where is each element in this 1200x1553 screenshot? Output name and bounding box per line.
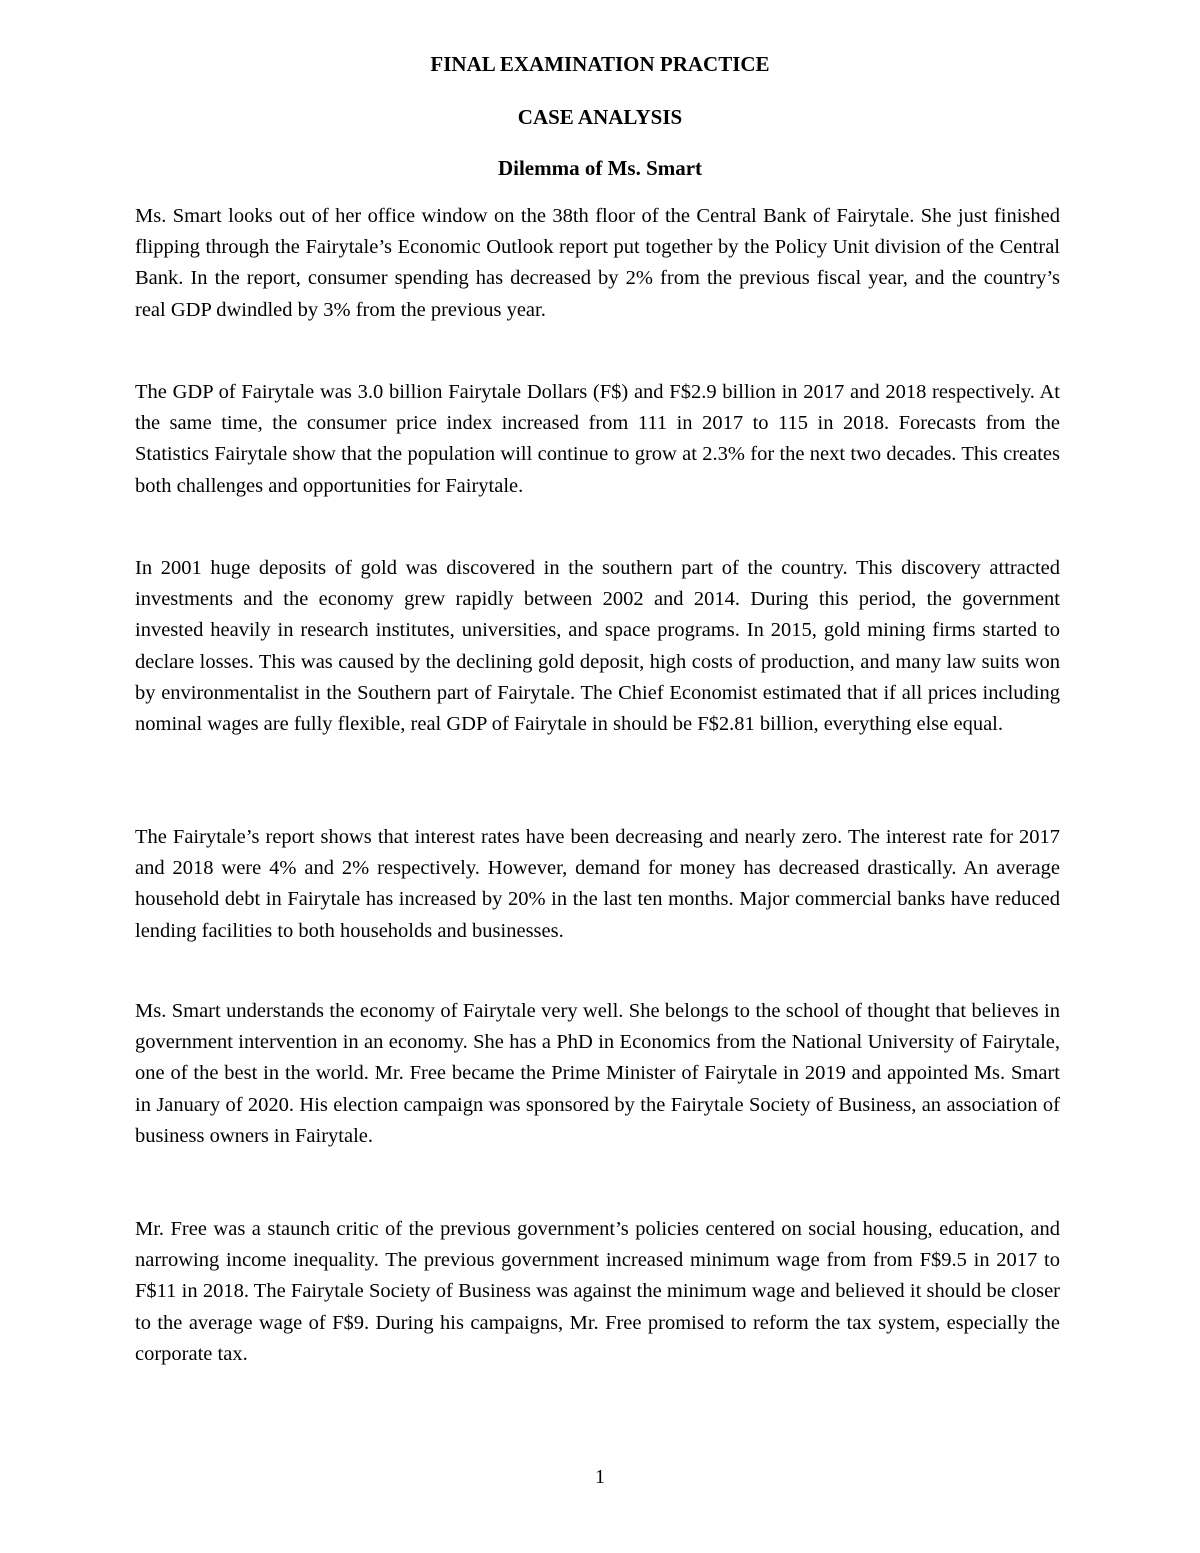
paragraph-intro: Ms. Smart looks out of her office window on the 38th floor of the Central Bank of Fairytale. She just finished flipping through the Fairytale’s Economic Outlook report put together by the Policy Unit division of the Central Bank. In the report, consumer spending has decreased by 2% from the previous fiscal year, and the country’s real GDP dwindled by 3% from the previous year. — [135, 205, 1060, 321]
paragraph-gdp: The GDP of Fairytale was 3.0 billion Fairytale Dollars (F$) and F$2.9 billion in 2017 and 2018 respectively. At the same time, the consumer price index increased from 111 in 2017 to 115 in 2018. Forecasts from the Statistics Fairytale show that the population will continue to grow at 2.3% for the next two decades. This creates both challenges and opportunities for Fairytale. — [135, 381, 1060, 497]
paragraph-mr-free: Mr. Free was a staunch critic of the previous government’s policies centered on social housing, education, and narrowing income inequality. The previous government increased minimum wage from from F$9.5 in 2017 to F$11 in 2018. The Fairytale Society of Business was against the minimum wage and believed it should be closer to the average wage of F$9. During his campaigns, Mr. Free promised to reform the tax system, especially the corporate tax. — [135, 1218, 1060, 1365]
paragraph-ms-smart: Ms. Smart understands the economy of Fairytale very well. She belongs to the school of thought that believes in government intervention in an economy. She has a PhD in Economics from the National University of Fairytale, one of the best in the world. Mr. Free became the Prime Minister of Fairytale in 2019 and appointed Ms. Smart in January of 2020. His election campaign was sponsored by the Fairytale Society of Business, an association of business owners in Fairytale. — [135, 1000, 1060, 1147]
case-title: Dilemma of Ms. Smart — [497, 156, 703, 180]
paragraph-interest-rates: The Fairytale’s report shows that interest rates have been decreasing and nearly zero. The interest rate for 2017 and 2018 were 4% and 2% respectively. However, demand for money has decreased drastically. An average household debt in Fairytale has increased by 20% in the last ten months. Major commercial banks have reduced lending facilities to both households and businesses. — [135, 826, 1060, 942]
document-title: FINAL EXAMINATION PRACTICE — [430, 52, 770, 76]
document-subtitle: CASE ANALYSIS — [517, 105, 683, 129]
page-number: 1 — [595, 1466, 605, 1488]
paragraph-gold: In 2001 huge deposits of gold was discovered in the southern part of the country. This discovery attracted investments and the economy grew rapidly between 2002 and 2014. During this period, the government invested heavily in research institutes, universities, and space programs. In 2015, gold mining firms started to declare losses. This was caused by the declining gold deposit, high costs of production, and many law suits won by environmentalist in the Southern part of Fairytale. The Chief Economist estimated that if all prices including nominal wages are fully flexible, real GDP of Fairytale in should be F$2.81 billion, everything else equal. — [135, 557, 1060, 736]
